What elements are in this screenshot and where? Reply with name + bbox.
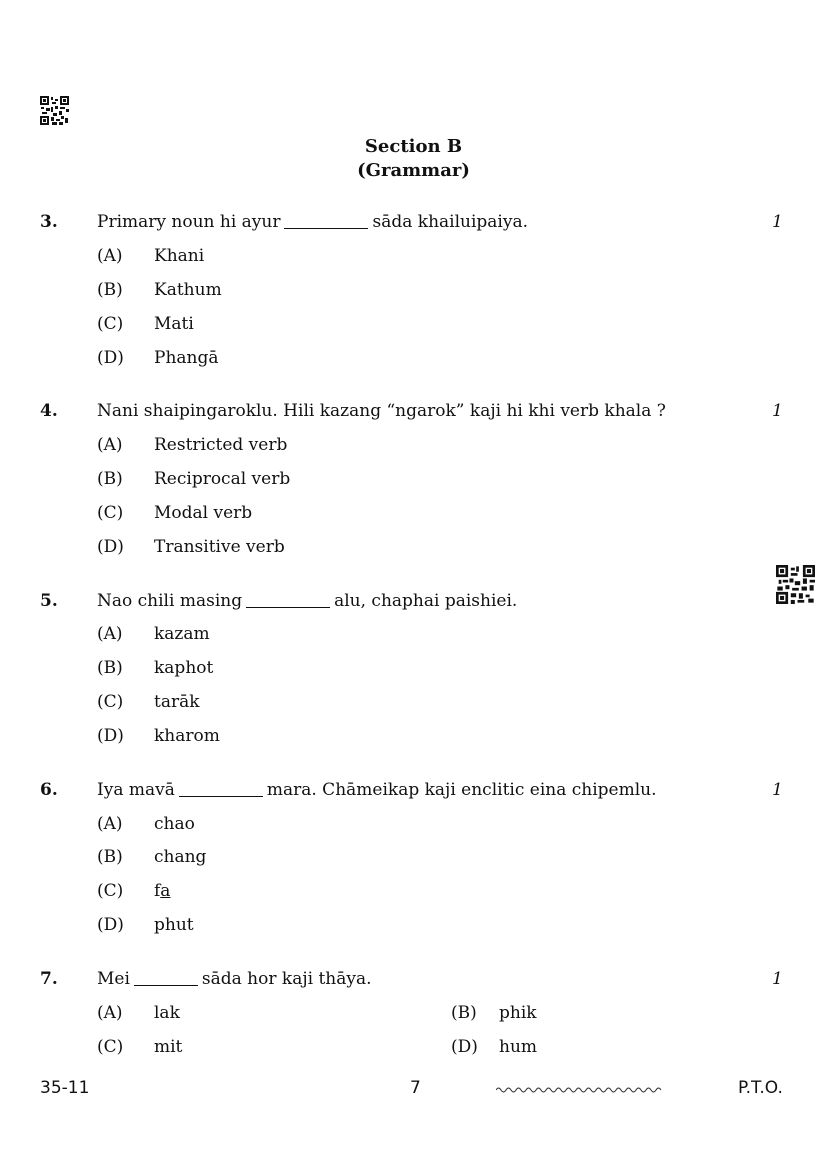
- option-text: Modal verb: [154, 503, 253, 523]
- question-text: [97, 969, 372, 989]
- option-label: (B): [97, 658, 123, 678]
- wavy-line-icon: [496, 1080, 662, 1099]
- question-text-after: sāda hor kaji thāya.: [201, 969, 372, 989]
- option-label: (D): [97, 348, 124, 368]
- option-text: hum: [499, 1037, 538, 1057]
- question-marks: 1: [772, 969, 783, 989]
- answer-blank: [246, 607, 330, 608]
- option-label: (D): [97, 537, 124, 557]
- option-label: (A): [97, 246, 123, 266]
- option-label: (C): [97, 1037, 124, 1057]
- question-text-before: Mei: [97, 969, 130, 989]
- option-label: (C): [97, 881, 124, 901]
- answer-blank: [179, 796, 263, 797]
- question-text-after: sāda khailuipaiya.: [372, 212, 529, 232]
- page-number: 7: [410, 1078, 421, 1098]
- option-text: Khani: [154, 246, 205, 266]
- option-text: lak: [154, 1003, 180, 1023]
- option-text: kaphot: [154, 658, 214, 678]
- qr-code-top-icon: [40, 96, 69, 125]
- option-text: Phangā: [154, 348, 219, 368]
- question-text: [97, 591, 517, 611]
- question-marks: 1: [772, 401, 783, 421]
- question-text-before: Primary noun hi ayur: [97, 212, 281, 232]
- option-label: (A): [97, 814, 123, 834]
- question-4: [0, 401, 827, 425]
- section-title: Section B: [364, 136, 463, 157]
- option-label: (B): [97, 280, 123, 300]
- option-text: chang: [154, 847, 207, 867]
- option-text: phut: [154, 915, 194, 935]
- question-marks: 1: [772, 212, 783, 232]
- pto-label: P.T.O.: [738, 1078, 783, 1098]
- option-label: (B): [97, 469, 123, 489]
- option-text: [154, 881, 170, 901]
- option-text: Transitive verb: [154, 537, 285, 557]
- question-marks: 1: [772, 780, 783, 800]
- option-text: mit: [154, 1037, 183, 1057]
- question-text-after: mara. Chāmeikap kaji enclitic eina chipemlu.: [266, 780, 657, 800]
- option-text-plain: f: [154, 881, 161, 901]
- question-text: [97, 780, 657, 800]
- option-text: Restricted verb: [154, 435, 288, 455]
- question-text-before: Iya mavā: [97, 780, 175, 800]
- question-number: 5.: [40, 591, 58, 611]
- question-number: 4.: [40, 401, 58, 421]
- option-label: (D): [451, 1037, 478, 1057]
- answer-blank: [134, 985, 198, 986]
- option-label: (D): [97, 915, 124, 935]
- option-text: phik: [499, 1003, 537, 1023]
- option-text: Mati: [154, 314, 194, 334]
- option-text: kharom: [154, 726, 220, 746]
- option-text: tarāk: [154, 692, 200, 712]
- answer-blank: [284, 228, 368, 229]
- option-label: (C): [97, 503, 124, 523]
- option-text: Reciprocal verb: [154, 469, 291, 489]
- question-number: 7.: [40, 969, 58, 989]
- option-label: (D): [97, 726, 124, 746]
- question-text-before: Nao chili masing: [97, 591, 243, 611]
- question-3: [0, 212, 827, 236]
- question-text-after: alu, chaphai paishiei.: [334, 591, 518, 611]
- section-subtitle: (Grammar): [357, 160, 470, 181]
- question-number: 3.: [40, 212, 58, 232]
- option-label: (A): [97, 435, 123, 455]
- option-text: chao: [154, 814, 195, 834]
- question-7: [0, 969, 827, 993]
- option-text: Kathum: [154, 280, 222, 300]
- option-text: kazam: [154, 624, 210, 644]
- option-label: (C): [97, 314, 124, 334]
- option-text-underlined: a: [160, 881, 171, 901]
- option-label: (A): [97, 624, 123, 644]
- option-label: (A): [97, 1003, 123, 1023]
- question-6: [0, 780, 827, 804]
- option-label: (B): [97, 847, 123, 867]
- option-label: (C): [97, 692, 124, 712]
- question-text: [97, 212, 528, 232]
- option-label: (B): [451, 1003, 477, 1023]
- question-5: [0, 591, 827, 615]
- question-text: Nani shaipingaroklu. Hili kazang “ngarok” kaji hi khi verb khala ?: [97, 401, 666, 421]
- paper-code: 35-11: [40, 1078, 90, 1098]
- question-number: 6.: [40, 780, 58, 800]
